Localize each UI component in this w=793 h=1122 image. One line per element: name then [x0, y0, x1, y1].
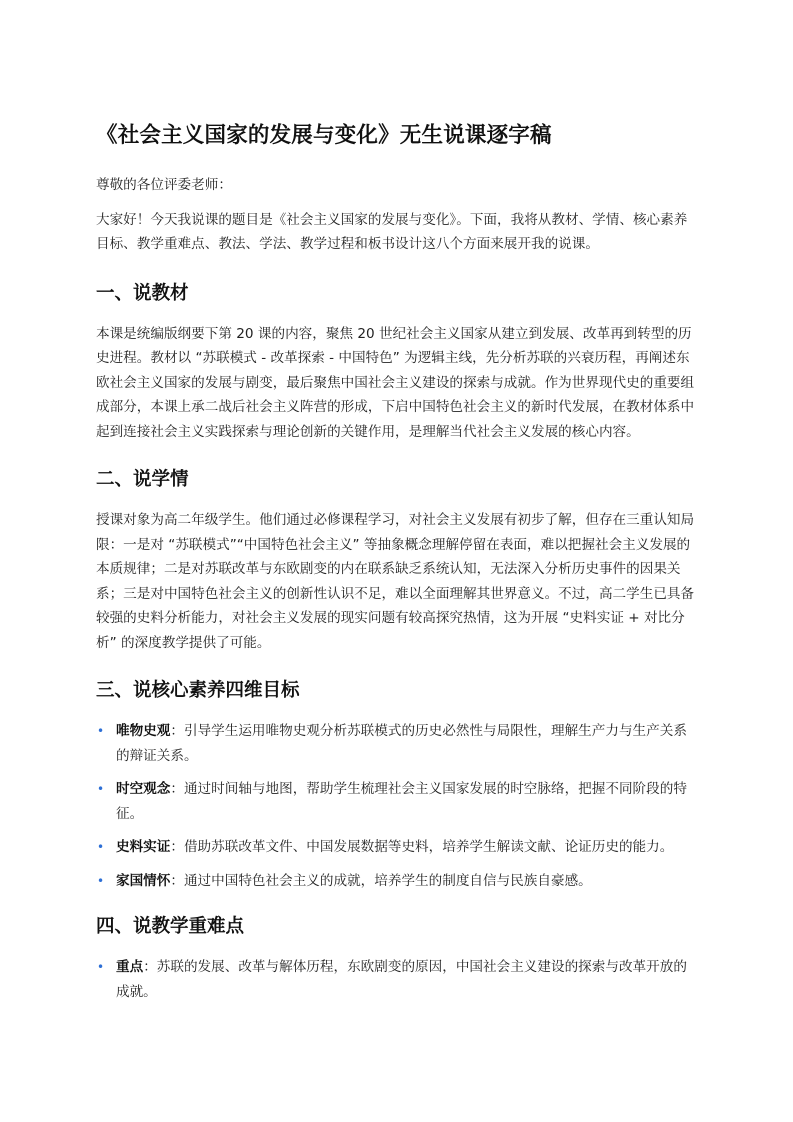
bullet-icon: •	[97, 873, 105, 888]
list-item-term: 时空观念	[116, 781, 171, 797]
list-item-term: 家国情怀	[116, 872, 171, 889]
bullet-icon: •	[97, 840, 105, 854]
list-item-text: ：引导学生运用唯物史观分析苏联模式的历史必然性与局限性，理解生产力与生产关系的辩证关系。	[116, 723, 687, 764]
list-item-text: ：通过时间轴与地图，帮助学生梳理社会主义国家发展的时空脉络，把握不同阶段的特征。	[116, 781, 687, 822]
list-item	[96, 719, 697, 768]
section-heading-objectives: 三、说核心素养四维目标	[96, 680, 300, 701]
intro-paragraph: 大家好！今天我说课的题目是《社会主义国家的发展与变化》。下面，我将从教材、学情、核心素养目标、教学重难点、教法、学法、教学过程和板书设计这八个方面来展开我的说课。	[96, 211, 688, 252]
list-item	[96, 835, 697, 860]
section-heading-key-points: 四、说教学重难点	[96, 916, 245, 937]
list-item	[96, 869, 697, 894]
bullet-icon: •	[97, 724, 105, 738]
list-item	[96, 777, 697, 826]
list-item-text: ：苏联的发展、改革与解体历程，东欧剧变的原因，中国社会主义建设的探索与改革开放的成就。	[116, 959, 687, 1000]
section-body-learners: 授课对象为高二年级学生。他们通过必修课程学习，对社会主义发展有初步了解，但存在三重认知局限：一是对 “苏联模式”“中国特色社会主义” 等抽象概念理解停留在表面，难以把握社会主义发展的本质规律；二是对苏联改革与东欧剧变的内在联系缺乏系统认知，无法深入分析历史事件的因果关系；三是对中国特色社会主义的创新性认识不足，难以全面理解其世界意义。不过，高二学生已具备较强的史料分析能力，对社会主义发展的现实问题有较高探究热情，这为开展 “史料实证 + 对比分析” 的深度教学提供了可能。	[96, 512, 695, 651]
document-title: 《社会主义国家的发展与变化》无生说课逐字稿	[96, 123, 552, 148]
bullet-icon: •	[97, 960, 105, 974]
objectives-list	[96, 719, 697, 893]
salutation: 尊敬的各位评委老师：	[96, 177, 232, 193]
list-item	[96, 955, 697, 1004]
bullet-icon: •	[97, 782, 105, 796]
key-points-list	[96, 955, 697, 1004]
list-item-term: 唯物史观	[116, 723, 171, 739]
section-heading-learners: 二、说学情	[96, 469, 189, 490]
list-item-term: 重点	[116, 959, 144, 975]
section-heading-textbook: 一、说教材	[96, 282, 189, 304]
list-item-term: 史料实证	[116, 839, 171, 855]
section-body-textbook: 本课是统编版纲要下第 20 课的内容，聚焦 20 世纪社会主义国家从建立到发展、改革再到转型的历史进程。教材以 “苏联模式 - 改革探索 - 中国特色” 为逻辑主线，先分析苏联的兴衰历程，再阐述东欧社会主义国家的发展与剧变，最后聚焦中国社会主义建设的探索与成就。作为世界现代史的重要组成部分，本课上承二战后社会主义阵营的形成，下启中国特色社会主义的新时代发展，在教材体系中起到连接社会主义实践探索与理论创新的关键作用，是理解当代社会主义发展的核心内容。	[96, 325, 695, 440]
list-item-text: ：借助苏联改革文件、中国发展数据等史料，培养学生解读文献、论证历史的能力。	[170, 839, 674, 855]
list-item-text: ：通过中国特色社会主义的成就，培养学生的制度自信与民族自豪感。	[170, 872, 592, 889]
